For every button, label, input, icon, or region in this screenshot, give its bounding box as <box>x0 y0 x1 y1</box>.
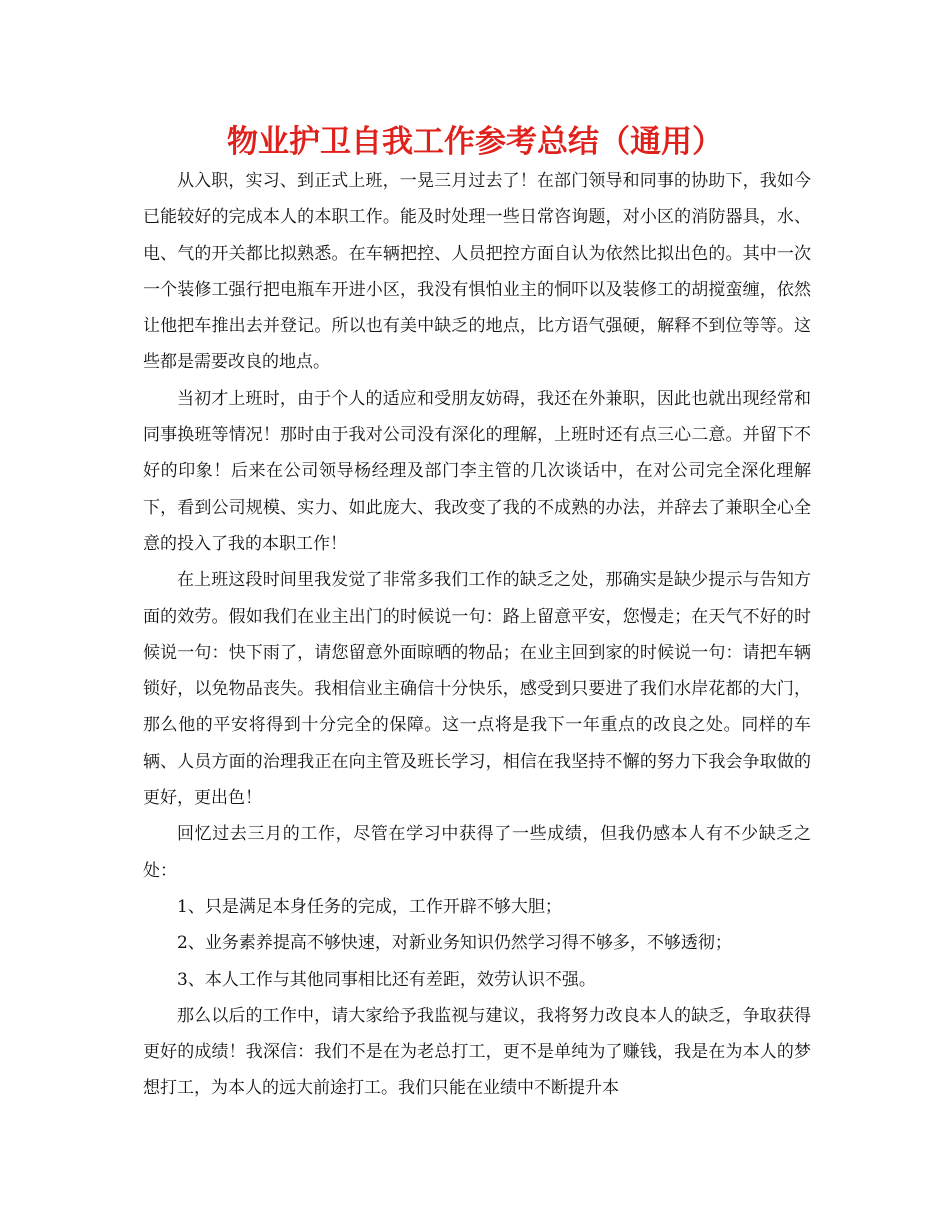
paragraph: 当初才上班时，由于个人的适应和受朋友妨碍，我还在外兼职，因此也就出现经常和同事换班等情况！那时由于我对公司没有深化的理解，上班时还有点三心二意。并留下不好的印象！后来在公司领导杨经理及部门李主管的几次谈话中，在对公司完全深化理解下，看到公司规模、实力、如此庞大、我改变了我的不成熟的办法，并辞去了兼职全心全意的投入了我的本职工作！ <box>143 388 811 554</box>
document-body <box>143 163 811 1107</box>
list-item: 2、业务素养提高不够快速，对新业务知识仍然学习得不够多，不够透彻； <box>177 933 732 954</box>
paragraph: 那么以后的工作中，请大家给予我监视与建议，我将努力改良本人的缺乏，争取获得更好的成绩！我深信：我们不是在为老总打工，更不是单纯为了赚钱，我是在为本人的梦想打工，为本人的远大前途打工。我们只能在业绩中不断提升本 <box>143 1005 811 1099</box>
document-title: 物业护卫自我工作参考总结（通用） <box>227 124 723 160</box>
paragraph: 从入职，实习、到正式上班，一晃三月过去了！在部门领导和同事的协助下，我如今已能较好的完成本人的本职工作。能及时处理一些日常咨询题，对小区的消防器具，水、电、气的开关都比拟熟悉。在车辆把控、人员把控方面自认为依然比拟出色的。其中一次一个装修工强行把电瓶车开进小区，我没有惧怕业主的恫吓以及装修工的胡搅蛮缠，依然让他把车推出去并登记。所以也有美中缺乏的地点，比方语气强硬，解释不到位等等。这些都是需要改良的地点。 <box>143 171 811 373</box>
paragraph: 回忆过去三月的工作，尽管在学习中获得了一些成绩，但我仍感本人有不少缺乏之处： <box>143 824 811 881</box>
list-item: 1、只是满足本身任务的完成，工作开辟不够大胆； <box>177 896 562 917</box>
paragraph: 在上班这段时间里我发觉了非常多我们工作的缺乏之处，那确实是缺少提示与告知方面的效劳。假如我们在业主出门的时候说一句：路上留意平安，您慢走；在天气不好的时候说一句：快下雨了，请您留意外面晾晒的物品；在业主回到家的时候说一句：请把车辆锁好，以免物品丧失。我相信业主确信十分快乐，感受到只要进了我们水岸花都的大门，那么他的平安将得到十分完全的保障。这一点将是我下一年重点的改良之处。同样的车辆、人员方面的治理我正在向主管及班长学习，相信在我坚持不懈的努力下我会争取做的更好，更出色！ <box>143 570 811 809</box>
list-item: 3、本人工作与其他同事相比还有差距，效劳认识不强。 <box>177 969 596 990</box>
